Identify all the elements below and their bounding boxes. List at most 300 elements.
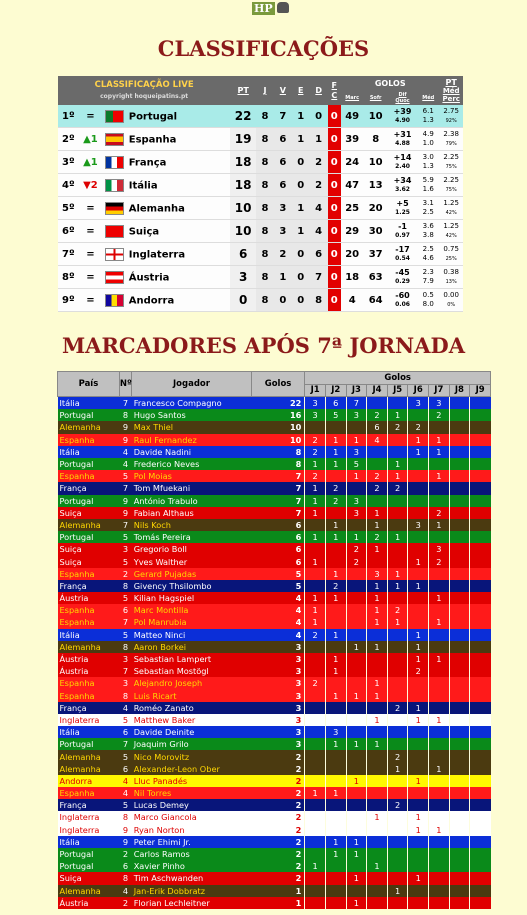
round-goals: 1 [346,836,367,848]
round-goals [367,836,388,848]
round-goals [367,872,388,884]
round-goals [305,763,326,775]
round-goals [367,885,388,897]
shirt-number: 4 [122,459,129,470]
round-goals [387,495,408,507]
shirt-number: 7 [122,617,129,628]
player-name: Alejandro Joseph [133,678,203,689]
team-cell [103,220,231,243]
total-goals: 4 [295,617,302,628]
player-name: Jan-Erik Dobbratz [133,885,206,896]
round-goals [305,641,326,653]
player-name: Aaron Borkei [133,641,187,652]
team-name: França [128,157,167,168]
shirt-number: 7 [122,739,129,750]
country: Áustria [59,897,89,908]
col-round: J6 [408,384,429,397]
shirt-number: 5 [122,629,129,640]
total-goals: 4 [295,593,302,604]
round-goals [470,641,491,653]
round-goals [449,434,470,446]
round-goals: 2 [387,604,408,616]
country: Portugal [59,410,94,421]
goal-diff: -45 [395,267,410,277]
round-goals [346,763,367,775]
round-goals [449,787,470,799]
player-name: Davide Deinite [133,727,195,738]
round-goals [387,641,408,653]
scorer-row [58,775,491,787]
total-goals: 2 [295,788,302,799]
avg-conceded: 7.9 [422,277,434,285]
round-goals [449,702,470,714]
round-goals: 1 [305,787,326,799]
round-goals [470,885,491,897]
round-goals [367,824,388,836]
forfeits: 0 [328,128,341,151]
scorer-row [58,629,491,641]
site-logo [252,2,289,15]
goals-conceded: 20 [363,197,388,220]
pt-perc: 42% [445,209,457,216]
position: 4º [58,174,78,197]
round-goals: 2 [387,421,408,433]
round-goals [387,872,408,884]
scorer-row [58,543,491,555]
player-name: Ryan Norton [133,824,185,835]
trend: = [78,266,103,289]
round-goals: 2 [367,531,388,543]
round-goals: 1 [408,446,429,458]
round-goals [387,629,408,641]
round-goals: 1 [408,872,429,884]
country: Suiça [59,544,82,555]
scorer-row [58,470,491,482]
total-goals: 5 [295,580,302,591]
pt-perc: 13% [445,278,457,285]
forfeits: 0 [328,197,341,220]
goals-scored: 39 [341,128,363,151]
losses: 8 [310,289,328,312]
col-round: J7 [429,384,450,397]
round-goals [449,665,470,677]
player-name: Frederico Neves [133,459,200,470]
shirt-number: 9 [122,824,129,835]
round-goals [346,616,367,628]
goal-diff-cell [388,266,417,289]
round-goals [470,531,491,543]
round-goals [387,555,408,567]
round-goals: 1 [305,555,326,567]
shirt-number: 4 [122,788,129,799]
player-name: Nil Torres [133,788,172,799]
shirt-number: 3 [122,544,129,555]
scorer-row [58,872,491,884]
player-name: Carlos Ramos [133,849,190,860]
scorer-row [58,836,491,848]
round-goals: 1 [387,885,408,897]
country: Portugal [59,459,94,470]
round-goals [305,848,326,860]
round-goals [387,726,408,738]
round-goals [367,787,388,799]
shirt-number: 4 [122,702,129,713]
player-name: Max Thiel [133,422,174,433]
round-goals: 2 [305,470,326,482]
shirt-number: 5 [122,751,129,762]
player-name: Fabian Althaus [133,507,194,518]
country: Portugal [59,739,94,750]
round-goals: 1 [346,775,367,787]
round-goals [470,446,491,458]
total-goals: 2 [295,836,302,847]
standings-row [58,151,491,174]
goal-diff-cell [388,151,417,174]
round-goals [470,507,491,519]
round-goals [305,811,326,823]
position: 9º [58,289,78,312]
round-goals [305,702,326,714]
round-goals: 1 [346,690,367,702]
draws: 1 [292,220,310,243]
round-goals [325,543,346,555]
copyright-label: copyright hoqueipatins.pt [100,92,189,100]
standings-row [58,289,491,312]
losses: 4 [310,197,328,220]
round-goals [449,848,470,860]
avg-cell [417,289,439,312]
round-goals [429,885,450,897]
goals-conceded: 13 [363,174,388,197]
avg-conceded: 3.8 [422,231,434,239]
player-name: Yves Walther [133,556,188,567]
round-goals: 1 [325,568,346,580]
position: 2º [58,128,78,151]
total-goals: 3 [295,702,302,713]
round-goals: 1 [367,811,388,823]
round-goals: 1 [305,592,326,604]
round-goals: 1 [346,641,367,653]
round-goals [305,885,326,897]
scorer-row [58,592,491,604]
round-goals [429,702,450,714]
round-goals [408,543,429,555]
round-goals [470,580,491,592]
position: 6º [58,220,78,243]
round-goals [449,470,470,482]
country: França [59,800,87,811]
draws: 0 [292,243,310,266]
round-goals [305,799,326,811]
avg-cell [417,105,439,128]
round-goals: 2 [305,677,326,689]
goals-conceded: 10 [363,151,388,174]
shirt-number: 9 [122,495,129,506]
pt-avg-cell [439,243,462,266]
country: Suiça [59,507,82,518]
shirt-number: 4 [122,775,129,786]
round-goals: 1 [387,763,408,775]
avg-conceded: 1.3 [422,116,434,124]
round-goals: 1 [367,860,388,872]
round-goals: 1 [367,616,388,628]
country: França [59,483,87,494]
round-goals: 2 [429,409,450,421]
round-goals [449,885,470,897]
round-goals: 2 [387,799,408,811]
shirt-number: 6 [122,605,129,616]
round-goals [429,787,450,799]
round-goals [367,726,388,738]
round-goals [429,775,450,787]
player-name: Nils Koch [133,519,171,530]
scorer-row [58,726,491,738]
round-goals: 1 [367,592,388,604]
col-pais: País [58,372,120,397]
round-goals: 2 [429,507,450,519]
round-goals [449,738,470,750]
draws: 0 [292,174,310,197]
round-goals [325,507,346,519]
scorer-row [58,897,491,909]
pt-perc: 92% [445,117,457,124]
team-cell [103,151,231,174]
goal-diff: +39 [393,106,412,116]
round-goals [305,653,326,665]
round-goals: 1 [325,629,346,641]
round-goals: 5 [346,458,367,470]
pt-perc: 25% [445,255,457,262]
total-goals: 16 [289,410,302,421]
shirt-number: 2 [122,897,129,908]
country: Alemanha [59,763,101,774]
round-goals: 2 [325,580,346,592]
round-goals [325,885,346,897]
country: Alemanha [59,641,101,652]
scorer-row [58,421,491,433]
team-name: Áustria [128,272,170,283]
shirt-number: 4 [122,446,129,457]
round-goals: 1 [325,434,346,446]
points: 3 [230,266,256,289]
round-goals [325,714,346,726]
team-name: Alemanha [128,203,185,214]
round-goals [449,482,470,494]
country: Itália [59,398,80,409]
round-goals [429,604,450,616]
round-goals [470,799,491,811]
round-goals [449,604,470,616]
total-goals: 2 [295,751,302,762]
goal-diff: +5 [396,198,409,208]
goal-quotient: 0.54 [395,254,410,262]
round-goals: 1 [325,665,346,677]
total-goals: 2 [295,824,302,835]
round-goals: 1 [367,507,388,519]
round-goals [367,446,388,458]
round-goals [346,860,367,872]
forfeits: 0 [328,105,341,128]
round-goals: 2 [387,702,408,714]
round-goals [449,592,470,604]
losses: 2 [310,151,328,174]
col-difquoc [388,91,417,105]
round-goals [429,872,450,884]
col-round: J8 [449,384,470,397]
round-goals: 1 [346,848,367,860]
avg-scored: 6.1 [422,107,434,115]
round-goals [305,580,326,592]
goals-conceded: 30 [363,220,388,243]
round-goals: 1 [325,848,346,860]
round-goals [387,848,408,860]
round-goals: 2 [325,495,346,507]
avg-cell [417,266,439,289]
round-goals [408,897,429,909]
round-goals: 1 [429,616,450,628]
round-goals [387,860,408,872]
standings-title: CLASSIFICAÇÕES [157,36,370,61]
round-goals [449,629,470,641]
round-goals [387,653,408,665]
forfeits: 0 [328,220,341,243]
total-goals: 3 [295,678,302,689]
round-goals [470,604,491,616]
goal-quotient: 0.29 [395,277,410,285]
player-name: Matthew Baker [133,714,196,725]
played: 8 [256,128,274,151]
round-goals [387,446,408,458]
round-goals [470,409,491,421]
player-name: Pol Manrubia [133,617,187,628]
round-goals [449,824,470,836]
country: Portugal [59,861,94,872]
round-goals [387,775,408,787]
round-goals: 1 [429,653,450,665]
round-goals [408,616,429,628]
round-goals [470,738,491,750]
shirt-number: 9 [122,507,129,518]
round-goals: 1 [429,763,450,775]
flag-icon [105,156,124,169]
pt-avg-cell [439,151,462,174]
scorer-row [58,482,491,494]
round-goals: 3 [305,409,326,421]
pt-avg: 1.25 [443,221,459,230]
round-goals [449,568,470,580]
country: Espanha [59,471,95,482]
round-goals: 1 [367,677,388,689]
pt-perc: 75% [445,186,457,193]
round-goals: 1 [408,714,429,726]
round-goals [408,787,429,799]
total-goals: 2 [295,775,302,786]
wins: 6 [274,174,292,197]
round-goals: 1 [408,824,429,836]
shirt-number: 5 [122,800,129,811]
round-goals [325,897,346,909]
player-name: Tim Aschwanden [133,873,204,884]
goal-quotient: 1.25 [395,208,410,216]
round-goals: 1 [325,458,346,470]
player-name: Marco Giancola [133,812,197,823]
scorer-row [58,738,491,750]
total-goals: 2 [295,849,302,860]
round-goals: 2 [305,434,326,446]
round-goals [449,677,470,689]
round-goals: 1 [429,434,450,446]
round-goals: 1 [387,580,408,592]
round-goals: 1 [367,641,388,653]
total-goals: 6 [295,556,302,567]
player-name: Gerard Pujadas [133,568,197,579]
forfeits: 0 [328,174,341,197]
round-goals: 1 [387,568,408,580]
total-goals: 7 [295,495,302,506]
round-goals [305,738,326,750]
round-goals [449,421,470,433]
pt-perc: 75% [445,163,457,170]
round-goals [325,824,346,836]
total-goals: 3 [295,727,302,738]
scorer-row [58,458,491,470]
round-goals [325,799,346,811]
round-goals [408,738,429,750]
player-name: Sebastian Lampert [133,654,212,665]
goal-quotient: 0.06 [395,300,410,308]
pt-avg: 0.75 [443,244,459,253]
round-goals [367,775,388,787]
total-goals: 7 [295,471,302,482]
round-goals [387,714,408,726]
round-goals: 1 [346,738,367,750]
player-name: Francesco Compagno [133,398,222,409]
round-goals [367,665,388,677]
played: 8 [256,289,274,312]
country: Inglaterra [59,812,100,823]
round-goals [346,604,367,616]
player-name: Tomás Pereira [133,532,191,543]
flag-icon [105,225,124,238]
draws: 1 [292,197,310,220]
round-goals [470,616,491,628]
col-v: V [274,76,292,105]
round-goals [325,677,346,689]
team-name: Inglaterra [128,249,186,260]
round-goals [408,860,429,872]
round-goals [387,507,408,519]
scorer-row [58,495,491,507]
col-e: E [292,76,310,105]
round-goals [367,653,388,665]
pt-avg-cell [439,220,462,243]
round-goals [346,824,367,836]
round-goals [449,495,470,507]
goals-conceded: 8 [363,128,388,151]
col-sofr: Sofr [363,91,388,105]
round-goals: 1 [367,690,388,702]
round-goals: 2 [408,421,429,433]
shirt-number: 4 [122,885,129,896]
round-goals: 1 [387,470,408,482]
round-goals: 1 [325,653,346,665]
position: 8º [58,266,78,289]
round-goals [449,409,470,421]
round-goals [429,860,450,872]
round-goals: 2 [429,555,450,567]
round-goals [408,568,429,580]
flag-icon [105,248,124,261]
